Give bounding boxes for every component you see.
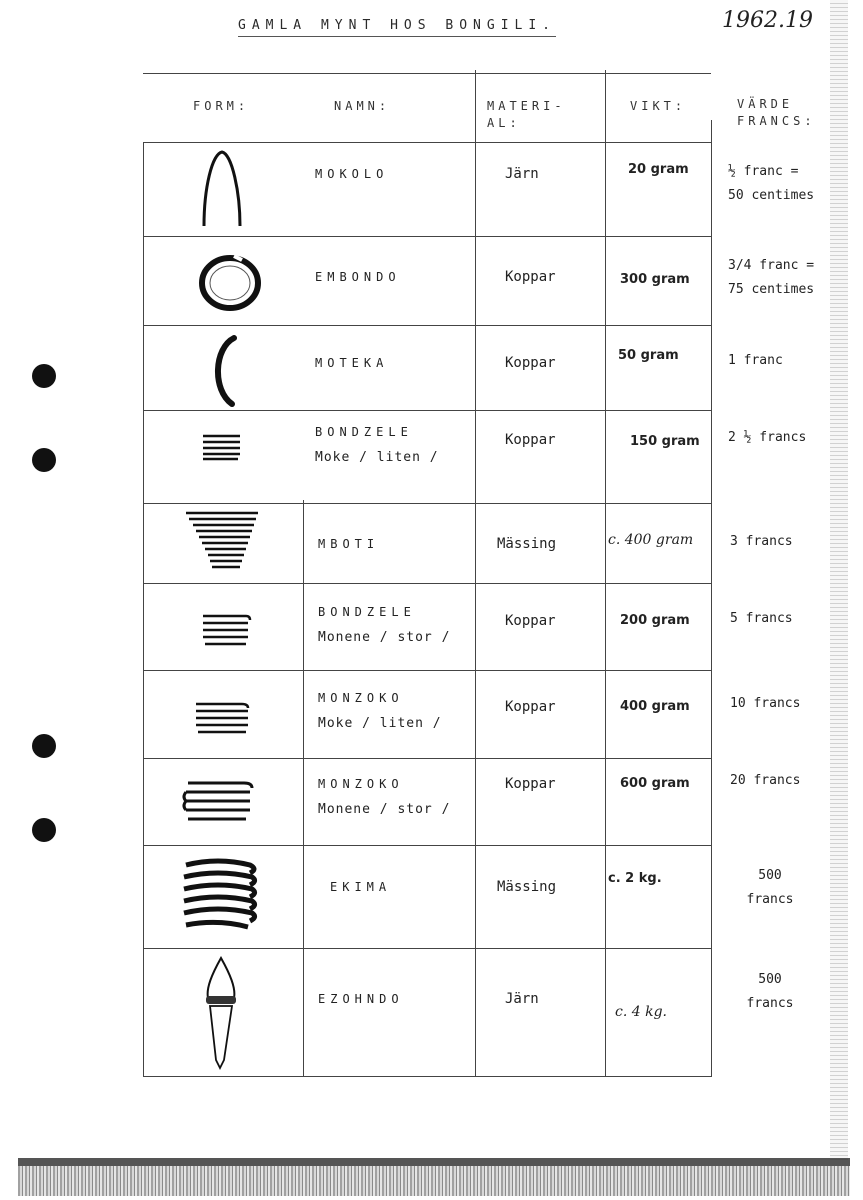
header-name: NAMN: [334,99,391,113]
row-material: Mässing [497,536,557,552]
row-name: BONDZELE [315,425,413,439]
row-name: MONZOKO [318,777,404,791]
row-subname: Monene / stor / [318,630,451,645]
ekima-spiral-icon [178,855,260,937]
row-value: 1 franc [728,353,783,368]
row-material: Koppar [505,613,556,629]
row-value: 5 francs [730,611,793,626]
document-title: GAMLA MYNT HOS BONGILI. [238,18,556,37]
row-material: Koppar [505,432,556,448]
embondo-ring-icon [196,252,264,314]
row-weight: 200 gram [620,613,690,628]
row-weight: 300 gram [620,272,690,287]
row-name: EKIMA [330,880,392,894]
row-value: ½ franc = 50 centimes [728,164,815,203]
row-name: MBOTI [318,537,380,551]
row-name: MONZOKO [318,691,404,705]
header-material: MATERI- AL: [487,99,566,130]
row-weight: c. 2 kg. [608,871,662,886]
row-name: EZOHNDO [318,992,404,1006]
punch-hole [32,448,56,472]
row-weight: 600 gram [620,776,690,791]
row-material: Koppar [505,355,556,371]
row-material: Mässing [497,879,557,895]
row-name: BONDZELE [318,605,416,619]
punch-hole [32,364,56,388]
row-value: 10 francs [730,696,801,711]
row-material: Koppar [505,269,556,285]
row-value: 500 francs [746,868,794,907]
reference-number: 1962.19 [722,8,813,33]
row-weight: c. 400 gram [608,532,694,548]
mokolo-spear-loop-icon [196,148,252,230]
row-value: 20 francs [730,773,801,788]
row-material: Koppar [505,776,556,792]
header-form: FORM: [193,99,250,113]
row-name: MOTEKA [315,356,389,370]
row-name: MOKOLO [315,167,389,181]
row-weight: 50 gram [618,348,679,363]
punch-hole [32,734,56,758]
punch-hole [32,818,56,842]
row-subname: Moke / liten / [318,716,442,731]
row-subname: Moke / liten / [315,450,439,465]
row-weight: 150 gram [630,434,700,449]
scan-edge [830,0,848,1160]
scan-bottom-band [18,1158,850,1196]
row-material: Koppar [505,699,556,715]
monzoko-large-coil-icon [182,778,256,824]
row-value: 2 ½ francs [728,430,807,445]
row-weight: 400 gram [620,699,690,714]
header-weight: VIKT: [630,99,687,113]
row-value: 3 francs [730,534,793,549]
row-subname: Monene / stor / [318,802,451,817]
bondzele-small-coil-icon [200,432,244,462]
bondzele-large-coil-icon [200,612,252,648]
moteka-crescent-icon [206,334,240,408]
row-name: EMBONDO [315,270,401,284]
mboti-cone-coil-icon [184,510,262,574]
ezohndo-spearhead-icon [198,956,244,1072]
row-weight: 20 gram [628,162,689,177]
header-value: VÄRDE FRANCS: [737,97,816,128]
row-material: Järn [505,991,539,1007]
row-weight: c. 4 kg. [615,1004,667,1020]
row-material: Järn [505,166,539,182]
monzoko-small-coil-icon [192,700,252,736]
row-value: 3/4 franc = 75 centimes [728,258,815,297]
row-value: 500 francs [746,972,794,1011]
